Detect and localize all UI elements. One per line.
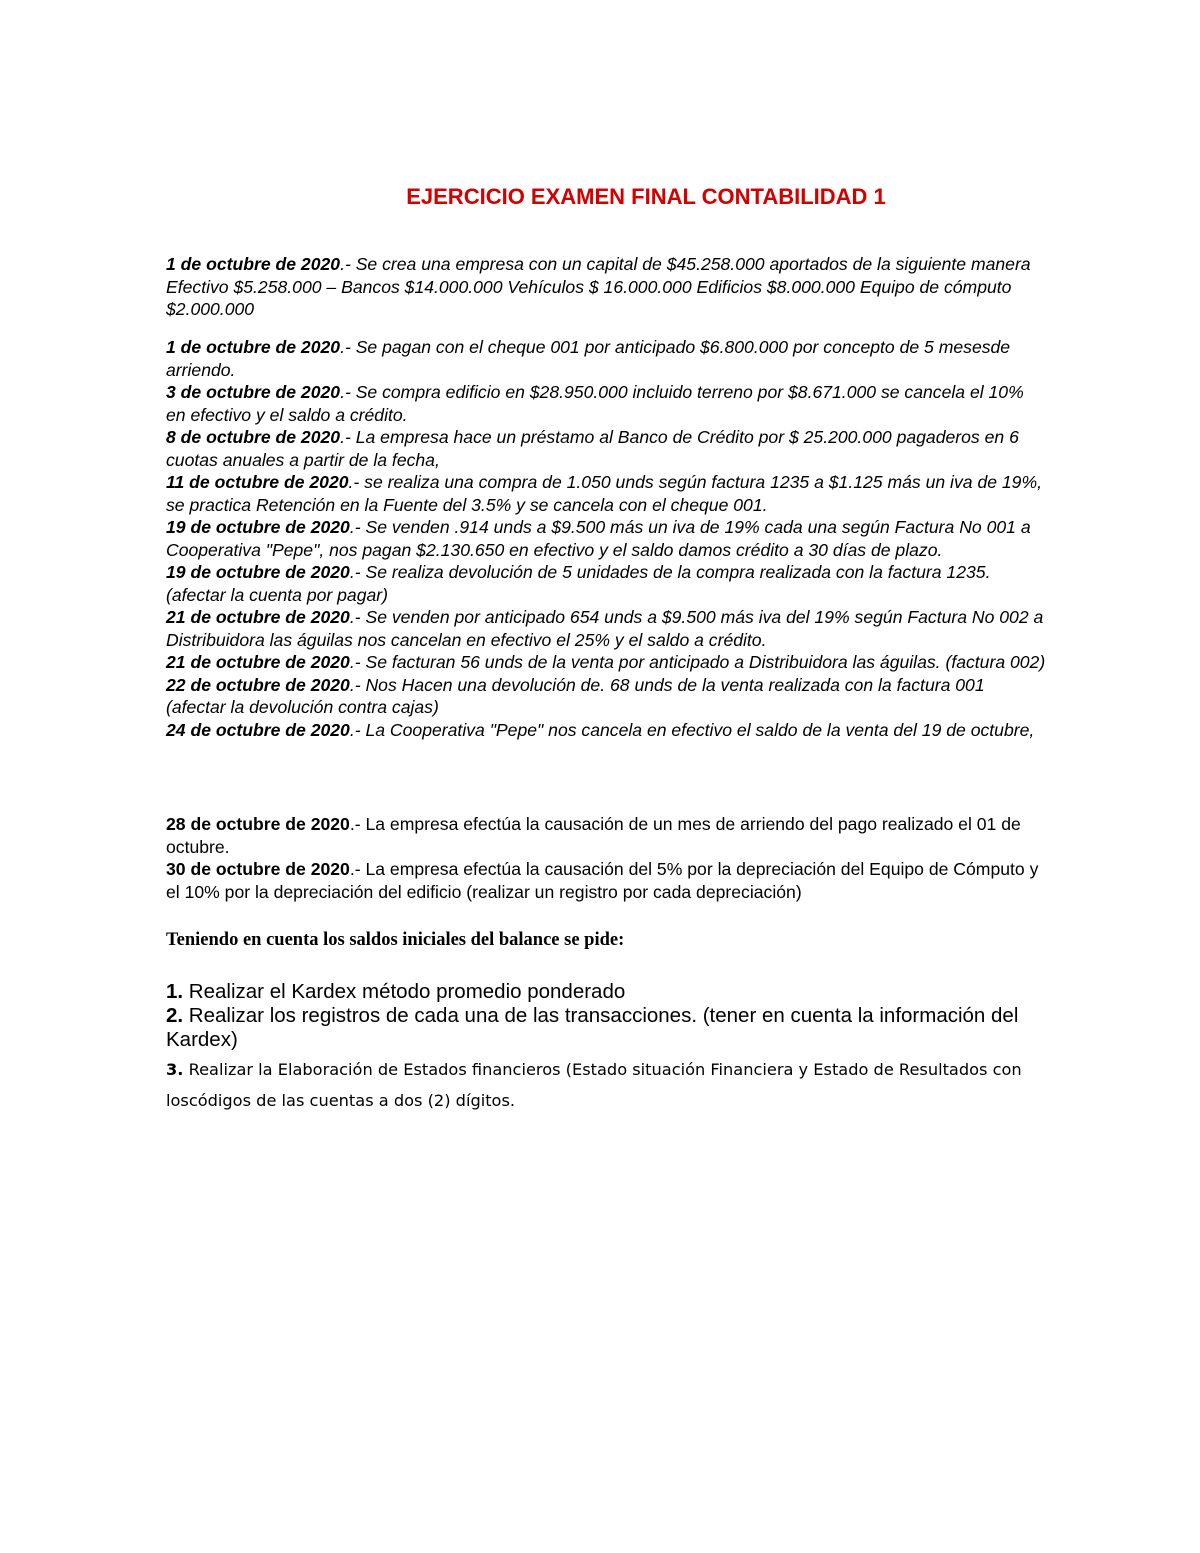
- transaction-entry: [166, 561, 1046, 606]
- transaction-entry: [166, 471, 1046, 516]
- transaction-entry: [166, 606, 1046, 651]
- intro-entry: [166, 253, 1046, 321]
- transaction-entry: [166, 426, 1046, 471]
- entry-date: 21 de octubre de 2020: [166, 652, 350, 672]
- entry-text: .- se realiza una compra de 1.050 unds según factura 1235 a $1.125 más un iva de 19%, se practica Retención en la Fuente del 3.5% y se cancela con el cheque 001.: [166, 472, 1042, 515]
- task-number: 1.: [166, 980, 184, 1003]
- transaction-entry: [166, 719, 1046, 742]
- entry-date: 28 de octubre de 2020: [166, 814, 350, 834]
- entry-text: .- La empresa efectúa la causación de un mes de arriendo del pago realizado el 01 de octubre.: [166, 814, 1021, 857]
- entry-text: .- La empresa hace un préstamo al Banco de Crédito por $ 25.200.000 pagaderos en 6 cuotas anuales a partir de la fecha,: [166, 427, 1019, 470]
- entry-date: 24 de octubre de 2020: [166, 719, 350, 740]
- entry-text: .- La Cooperativa "Pepe" nos cancela en efectivo el saldo de la venta del 19 de octubre,: [349, 719, 1035, 740]
- entry-date: 1 de octubre de 2020: [166, 254, 341, 274]
- entry-date: 19 de octubre de 2020: [166, 517, 350, 537]
- entry-text: .- Nos Hacen una devolución de. 68 unds de la venta realizada con la factura 001 (afectar la devolución contra cajas): [166, 674, 985, 717]
- entry-text: .- La empresa efectúa la causación del 5% por la depreciación del Equipo de Cómputo y el 10% por la depreciación del edificio (realizar un registro por cada depreciación): [166, 859, 1039, 902]
- tasks-list: [166, 980, 1046, 1116]
- task-number: 2.: [166, 1004, 184, 1027]
- entry-date: 30 de octubre de 2020: [166, 859, 350, 879]
- entry-date: 8 de octubre de 2020: [166, 427, 341, 447]
- entry-text: .- Se venden por anticipado 654 unds a $9.500 más iva del 19% según Factura No 002 a Distribuidora las águilas nos cancelan en efectivo el 25% y el saldo a crédito.: [166, 607, 1044, 650]
- task-item: [166, 980, 1046, 1004]
- intro-paragraph: [166, 253, 1046, 321]
- entry-date: 22 de octubre de 2020: [166, 674, 350, 695]
- task-item: [166, 1004, 1046, 1052]
- entry-date: 11 de octubre de 2020: [166, 472, 349, 492]
- entry-date: 19 de octubre de 2020: [166, 562, 350, 582]
- transaction-entry: [166, 381, 1046, 426]
- entry-date: 21 de octubre de 2020: [166, 607, 350, 627]
- transactions-list: [166, 336, 1046, 741]
- transaction-entry: [166, 674, 1046, 719]
- entry-text: .- Se realiza devolución de 5 unidades de la compra realizada con la factura 1235. (afectar la cuenta por pagar): [166, 562, 991, 605]
- transaction-entry: [166, 651, 1046, 674]
- entry-text: .- Se compra edificio en $28.950.000 incluido terreno por $8.671.000 se cancela el 10% en efectivo y el saldo a crédito.: [166, 382, 1024, 425]
- task-number: 3.: [166, 1060, 184, 1079]
- task-item: [166, 1054, 1046, 1116]
- requirements-heading: Teniendo en cuenta los saldos iniciales del balance se pide:: [166, 930, 625, 950]
- task-text: Realizar la Elaboración de Estados financieros (Estado situación Financiera y Estado de Resultados con loscódigos de las cuentas a dos (2) dígitos.: [166, 1060, 1022, 1110]
- entry-text: .- Se facturan 56 unds de la venta por anticipado a Distribuidora las águilas. (factura 002): [349, 652, 1046, 672]
- entry-text: .- Se crea una empresa con un capital de $45.258.000 aportados de la siguiente manera Efectivo $5.258.000 – Bancos $14.000.000 Vehículos $ 16.000.000 Edificios $8.000.000 Equipo de cómputo $2.000.000: [166, 254, 1031, 319]
- task-text: Realizar los registros de cada una de las transacciones. (tener en cuenta la información del Kardex): [166, 1004, 1019, 1051]
- entry-text: .- Se pagan con el cheque 001 por anticipado $6.800.000 por concepto de 5 mesesde arriendo.: [166, 337, 1011, 380]
- entry-date: 3 de octubre de 2020: [166, 382, 341, 402]
- document-title: EJERCICIO EXAMEN FINAL CONTABILIDAD 1: [406, 184, 886, 209]
- task-text: Realizar el Kardex método promedio ponderado: [183, 980, 626, 1003]
- transaction-entry: [166, 336, 1046, 381]
- transaction-entry: [166, 516, 1046, 561]
- transaction-entry: [166, 813, 1046, 858]
- entry-date: 1 de octubre de 2020: [166, 337, 341, 357]
- entry-text: .- Se venden .914 unds a $9.500 más un iva de 19% cada una según Factura No 001 a Cooperativa "Pepe", nos pagan $2.130.650 en efectivo y el saldo damos crédito a 30 días de plazo.: [166, 517, 1031, 560]
- transaction-entry: [166, 858, 1046, 903]
- transactions-upright-list: [166, 813, 1046, 903]
